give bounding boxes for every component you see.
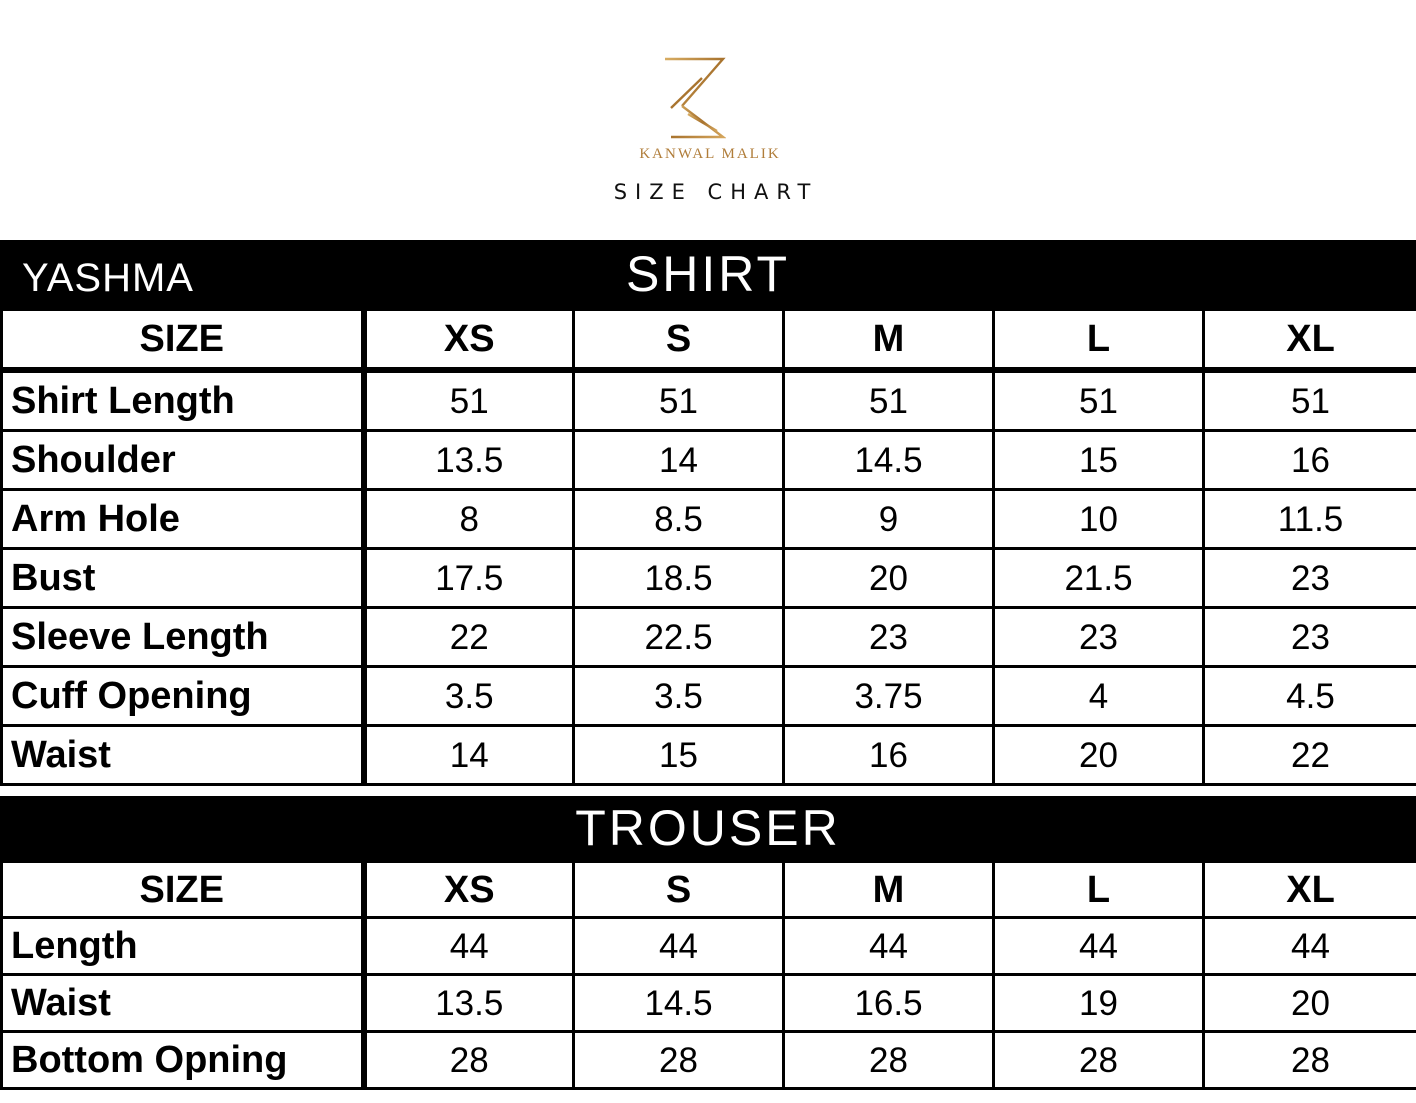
size-header-cell: SIZE — [2, 862, 364, 918]
measurement-value: 28 — [574, 1032, 784, 1089]
measurement-value: 8 — [364, 490, 574, 549]
measurement-value: 22.5 — [574, 608, 784, 667]
measurement-value: 51 — [784, 370, 994, 431]
measurement-value: 28 — [364, 1032, 574, 1089]
measurement-value: 28 — [1204, 1032, 1416, 1089]
measurement-value: 3.5 — [364, 667, 574, 726]
size-column-header: S — [574, 310, 784, 371]
measurement-value: 3.5 — [574, 667, 784, 726]
size-column-header: M — [784, 310, 994, 371]
measurement-value: 19 — [994, 975, 1204, 1032]
measurement-label: Arm Hole — [2, 490, 364, 549]
km-monogram-logo-icon — [662, 56, 726, 140]
measurement-value: 51 — [994, 370, 1204, 431]
measurement-value: 51 — [1204, 370, 1416, 431]
brand-name: KANWAL MALIK — [639, 146, 781, 162]
measurement-value: 14 — [574, 431, 784, 490]
header-row — [2, 310, 1416, 371]
measurement-value: 44 — [364, 918, 574, 975]
measurement-value: 13.5 — [364, 975, 574, 1032]
measurement-value: 44 — [1204, 918, 1416, 975]
size-column-header: XS — [364, 310, 574, 371]
shirt-section-title: SHIRT — [625, 246, 791, 302]
measurement-label: Bust — [2, 549, 364, 608]
table-row — [2, 370, 1416, 431]
measurement-value: 3.75 — [784, 667, 994, 726]
measurement-label: Sleeve Length — [2, 608, 364, 667]
measurement-value: 44 — [994, 918, 1204, 975]
measurement-value: 4.5 — [1204, 667, 1416, 726]
measurement-value: 23 — [994, 608, 1204, 667]
measurement-value: 14.5 — [784, 431, 994, 490]
size-column-header: L — [994, 862, 1204, 918]
measurement-value: 14 — [364, 726, 574, 785]
measurement-value: 20 — [994, 726, 1204, 785]
measurement-value: 11.5 — [1204, 490, 1416, 549]
measurement-value: 51 — [574, 370, 784, 431]
measurement-value: 22 — [1204, 726, 1416, 785]
measurement-value: 44 — [574, 918, 784, 975]
measurement-label: Waist — [2, 726, 364, 785]
shirt-size-table — [0, 308, 1416, 786]
table-row — [2, 1032, 1416, 1089]
table-row — [2, 918, 1416, 975]
measurement-value: 17.5 — [364, 549, 574, 608]
table-row — [2, 608, 1416, 667]
trouser-section-title: TROUSER — [575, 800, 841, 856]
measurement-value: 13.5 — [364, 431, 574, 490]
measurement-value: 23 — [784, 608, 994, 667]
measurement-label: Waist — [2, 975, 364, 1032]
table-row — [2, 431, 1416, 490]
measurement-value: 4 — [994, 667, 1204, 726]
table-row — [2, 490, 1416, 549]
measurement-value: 8.5 — [574, 490, 784, 549]
measurement-value: 18.5 — [574, 549, 784, 608]
table-row — [2, 975, 1416, 1032]
measurement-value: 20 — [1204, 975, 1416, 1032]
measurement-value: 16 — [1204, 431, 1416, 490]
page-header — [0, 0, 1416, 240]
measurement-value: 44 — [784, 918, 994, 975]
size-column-header: XL — [1204, 862, 1416, 918]
measurement-value: 16 — [784, 726, 994, 785]
measurement-label: Cuff Opening — [2, 667, 364, 726]
size-column-header: XS — [364, 862, 574, 918]
collection-name: YASHMA — [22, 256, 194, 300]
size-column-header: L — [994, 310, 1204, 371]
measurement-label: Shoulder — [2, 431, 364, 490]
measurement-value: 21.5 — [994, 549, 1204, 608]
measurement-label: Shirt Length — [2, 370, 364, 431]
size-column-header: S — [574, 862, 784, 918]
table-row — [2, 667, 1416, 726]
measurement-value: 14.5 — [574, 975, 784, 1032]
measurement-value: 22 — [364, 608, 574, 667]
measurement-value: 23 — [1204, 549, 1416, 608]
measurement-value: 15 — [994, 431, 1204, 490]
measurement-value: 16.5 — [784, 975, 994, 1032]
trouser-section-bar — [0, 796, 1416, 860]
measurement-value: 28 — [994, 1032, 1204, 1089]
measurement-value: 15 — [574, 726, 784, 785]
measurement-value: 9 — [784, 490, 994, 549]
measurement-label: Bottom Opning — [2, 1032, 364, 1089]
shirt-section-bar — [0, 240, 1416, 308]
header-row — [2, 862, 1416, 918]
measurement-value: 23 — [1204, 608, 1416, 667]
trouser-size-table — [0, 860, 1416, 1090]
measurement-value: 28 — [784, 1032, 994, 1089]
measurement-value: 20 — [784, 549, 994, 608]
size-header-cell: SIZE — [2, 310, 364, 371]
size-column-header: XL — [1204, 310, 1416, 371]
size-column-header: M — [784, 862, 994, 918]
measurement-label: Length — [2, 918, 364, 975]
measurement-value: 10 — [994, 490, 1204, 549]
table-row — [2, 549, 1416, 608]
page-title: SIZE CHART — [613, 180, 819, 204]
table-row — [2, 726, 1416, 785]
measurement-value: 51 — [364, 370, 574, 431]
